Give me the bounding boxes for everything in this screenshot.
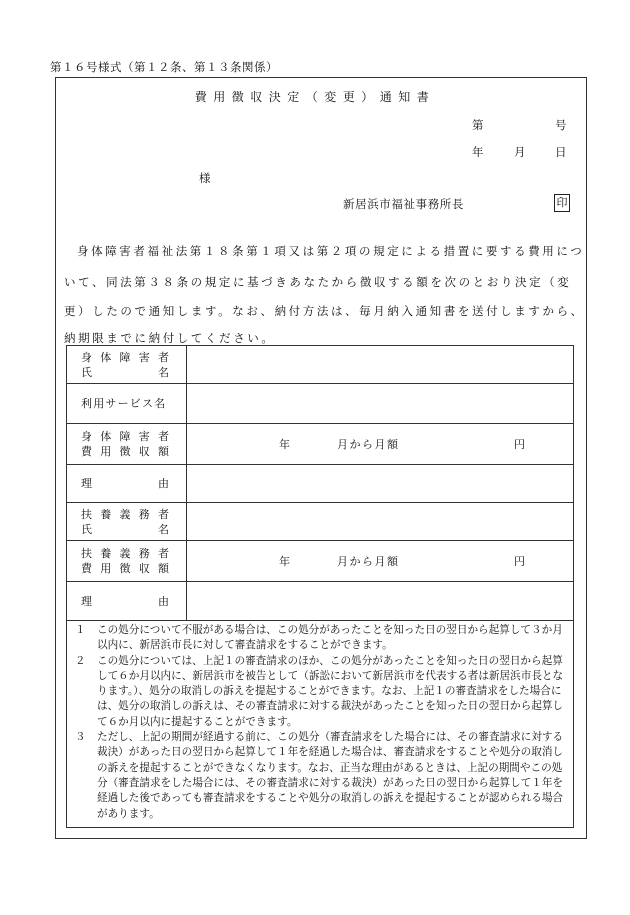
row-supporter-name <box>67 503 574 541</box>
body-line-1: 身体障害者福祉法第１８条第１項又は第２項の規定による措置に要する費用につ <box>77 244 585 258</box>
fee-yen-label: 円 <box>514 438 525 451</box>
body-line-3: 更）したので通知します。なお、納付方法は、毎月納入通知書を送付しますから、 <box>64 304 585 318</box>
row-disabled-person-name <box>67 346 574 384</box>
body-line-2: いて、同法第３８条の規定に基づきあなたから徴収する額を次のとおり決定（変 <box>64 275 572 289</box>
value-supporter-fee <box>187 541 574 582</box>
label-reason-1: 理由 <box>67 465 187 503</box>
value-reason-1 <box>187 465 574 503</box>
form-number: 第１６号様式（第１２条、第１３条関係） <box>50 60 278 74</box>
row-service-name <box>67 384 574 424</box>
label-supporter-name: 扶養義務者 氏名 <box>67 503 187 541</box>
label-reason-2: 理由 <box>67 582 187 621</box>
seal-mark: 印 <box>554 194 570 212</box>
row-supporter-fee <box>67 541 574 582</box>
label-disabled-person-name: 身体障害者 氏名 <box>67 346 187 384</box>
issuer-name: 新居浜市福祉事務所長 <box>343 197 464 211</box>
note-item: ２ この処分については、上記１の審査請求のほか、この処分があったことを知った日の翌日から起算して６か月以内に、新居浜市を被告として（訴訟において新居浜市を代表する者は新居浜市長となります。）、処分の取消しの訴えを提起することができます。なお、上記１の審査請求をした場合には、処分の取消しの訴えは、その審査請求に対する裁決があったことを知った日の翌日から起算して６か月以内に提起することができます。 <box>75 654 564 728</box>
date-day: 日 <box>555 145 567 159</box>
body-line-4: 納期限までに納付してください。 <box>64 331 276 345</box>
label-supporter-fee: 扶養義務者 費用徴収額 <box>67 541 187 582</box>
supporter-fee-yen-label: 円 <box>514 555 525 568</box>
value-reason-2 <box>187 582 574 621</box>
addressee-honorific: 様 <box>199 171 211 185</box>
value-supporter-name <box>187 503 574 541</box>
value-disabled-person-name <box>187 346 574 384</box>
value-service-name <box>187 384 574 424</box>
row-disabled-person-fee <box>67 424 574 465</box>
row-reason-1 <box>67 465 574 503</box>
label-disabled-person-fee: 身体障害者 費用徴収額 <box>67 424 187 465</box>
fee-year-label: 年 <box>279 438 290 451</box>
fee-table <box>66 345 574 621</box>
supporter-fee-year-label: 年 <box>279 555 290 568</box>
note-item: ３ ただし、上記の期間が経過する前に、この処分（審査請求をした場合には、その審査請求に対する裁決）があった日の翌日から起算して１年を経過した場合は、審査請求をすることや処分の取消しの訴えを提起することができなくなります。なお、正当な理由があるときは、上記の期間やこの処分（審査請求をした場合には、その審査請求に対する裁決）があった日の翌日から起算して１年を経過した後であっても審査請求をすることや処分の取消しの訴えを提起することが認められる場合があります。 <box>75 731 564 820</box>
supporter-fee-month-label: 月から月額 <box>337 555 400 568</box>
appeal-notes <box>66 618 574 828</box>
number-suffix: 号 <box>555 118 567 132</box>
row-reason-2 <box>67 582 574 621</box>
date-month: 月 <box>514 145 526 159</box>
date-year: 年 <box>472 145 484 159</box>
note-item: １ この処分について不服がある場合は、この処分があったことを知った日の翌日から起算して３か月以内に、新居浜市長に対して審査請求をすることができます。 <box>75 624 563 652</box>
document-title: 費用徴収決定（変更）通知書 <box>194 90 436 104</box>
number-prefix: 第 <box>472 118 484 132</box>
value-disabled-person-fee <box>187 424 574 465</box>
label-service-name: 利用サービス名 <box>67 384 187 424</box>
fee-month-label: 月から月額 <box>337 438 400 451</box>
